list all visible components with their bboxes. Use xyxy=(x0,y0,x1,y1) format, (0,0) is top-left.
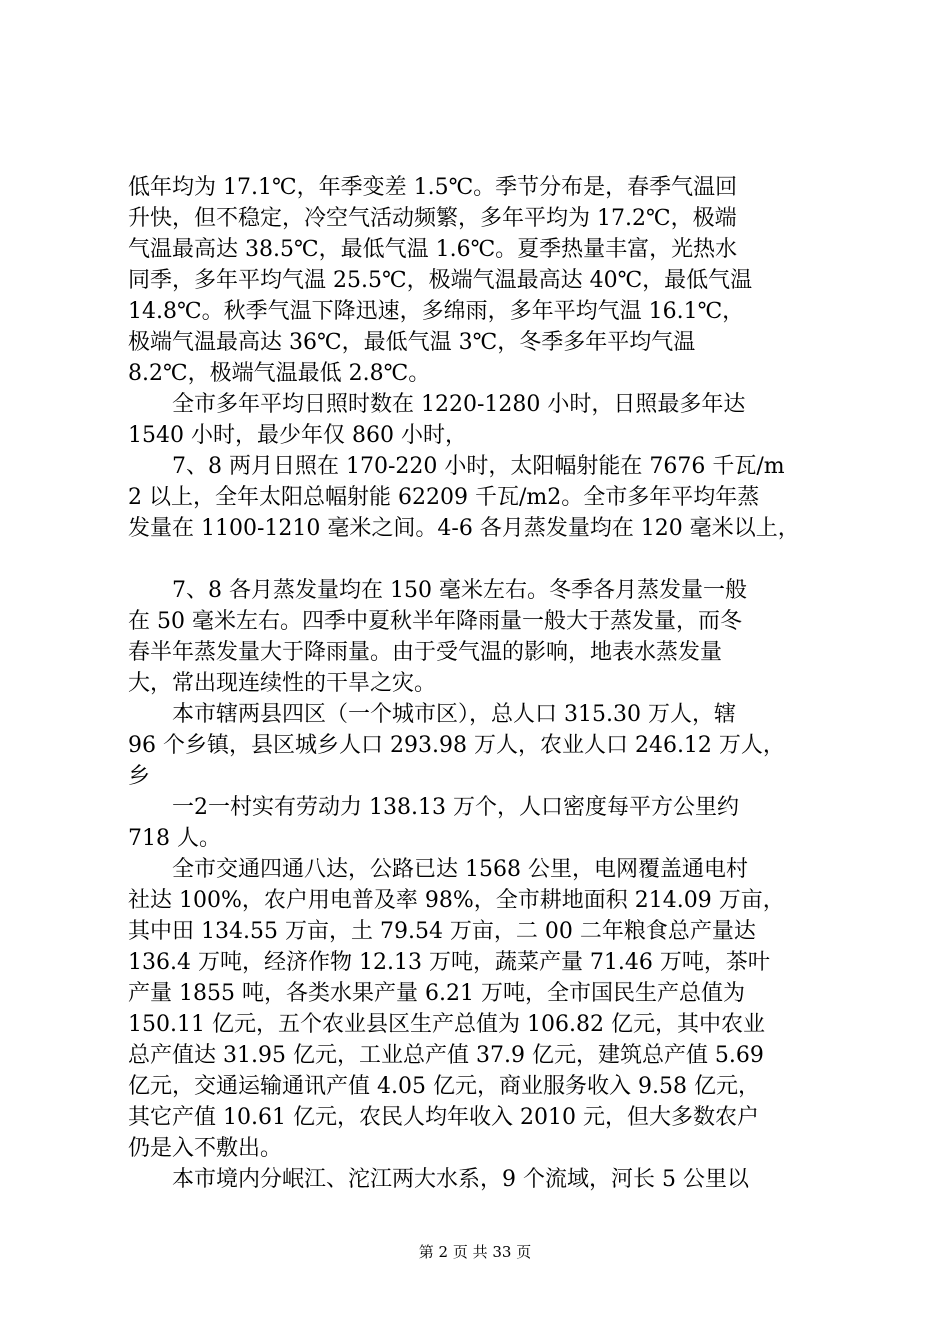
text-line: 在 50 毫米左右。四季中夏秋半年降雨量一般大于蒸发量，而冬 xyxy=(128,609,742,634)
text-line: 一2一村实有劳动力 138.13 万个，人口密度每平方公里约 xyxy=(128,795,739,820)
text-line: 春半年蒸发量大于降雨量。由于受气温的影响，地表水蒸发量 xyxy=(128,640,723,665)
text-line: 产量 1855 吨，各类水果产量 6.21 万吨，全市国民生产总值为 xyxy=(128,981,745,1006)
text-line: 总产值达 31.95 亿元，工业总产值 37.9 亿元，建筑总产值 5.69 xyxy=(128,1043,764,1068)
text-line: 低年均为 17.1℃，年季变差 1.5℃。季节分布是，春季气温回 xyxy=(128,175,738,200)
text-line: 气温最高达 38.5℃，最低气温 1.6℃。夏季热量丰富，光热水 xyxy=(128,237,738,262)
text-line: 150.11 亿元，五个农业县区生产总值为 106.82 亿元，其中农业 xyxy=(128,1012,765,1037)
page-footer: 第 2 页 共 33 页 xyxy=(418,1243,532,1261)
text-line: 极端气温最高达 36℃，最低气温 3℃，冬季多年平均气温 xyxy=(128,330,696,355)
text-line: 136.4 万吨，经济作物 12.13 万吨，蔬菜产量 71.46 万吨，茶叶 xyxy=(128,950,770,975)
text-line: 2 以上，全年太阳总幅射能 62209 千瓦/m2。全市多年平均年蒸 xyxy=(128,485,760,510)
text-line: 全市交通四通八达，公路已达 1568 公里，电网覆盖通电村 xyxy=(128,857,748,882)
text-line: 全市多年平均日照时数在 1220-1280 小时，日照最多年达 xyxy=(128,392,746,417)
text-line: 发量在 1100-1210 毫米之间。4-6 各月蒸发量均在 120 毫米以上， xyxy=(128,516,800,541)
text-line: 社达 100%，农户用电普及率 98%，全市耕地面积 214.09 万亩， xyxy=(128,888,785,913)
text-line: 7、8 两月日照在 170-220 小时，太阳幅射能在 7676 千瓦/m xyxy=(128,454,785,479)
text-line: 亿元，交通运输通讯产值 4.05 亿元，商业服务收入 9.58 亿元， xyxy=(128,1074,760,1099)
text-line: 718 人。 xyxy=(128,826,221,851)
text-line: 升快，但不稳定，冷空气活动频繁，多年平均为 17.2℃，极端 xyxy=(128,206,737,231)
text-line: 96 个乡镇，县区城乡人口 293.98 万人，农业人口 246.12 万人， xyxy=(128,733,785,758)
text-line: 乡 xyxy=(128,764,151,789)
text-line: 本市境内分岷江、沱江两大水系，9 个流域，河长 5 公里以 xyxy=(128,1167,749,1192)
text-line: 14.8℃。秋季气温下降迅速，多绵雨，多年平均气温 16.1℃， xyxy=(128,299,745,324)
text-line: 7、8 各月蒸发量均在 150 毫米左右。冬季各月蒸发量一般 xyxy=(128,578,747,603)
text-line: 其它产值 10.61 亿元，农民人均年收入 2010 元，但大多数农户 xyxy=(128,1105,759,1130)
text-line: 8.2℃，极端气温最低 2.8℃。 xyxy=(128,361,431,386)
body-text xyxy=(128,172,838,1195)
blank-line xyxy=(128,544,838,575)
text-line: 同季，多年平均气温 25.5℃，极端气温最高达 40℃，最低气温 xyxy=(128,268,753,293)
text-line: 1540 小时，最少年仅 860 小时， xyxy=(128,423,467,448)
text-line: 本市辖两县四区（一个城市区），总人口 315.30 万人，辖 xyxy=(128,702,736,727)
text-line: 仍是入不敷出。 xyxy=(128,1136,283,1161)
text-line: 大，常出现连续性的干旱之灾。 xyxy=(128,671,437,696)
text-line: 其中田 134.55 万亩，土 79.54 万亩，二 00 二年粮食总产量达 xyxy=(128,919,756,944)
